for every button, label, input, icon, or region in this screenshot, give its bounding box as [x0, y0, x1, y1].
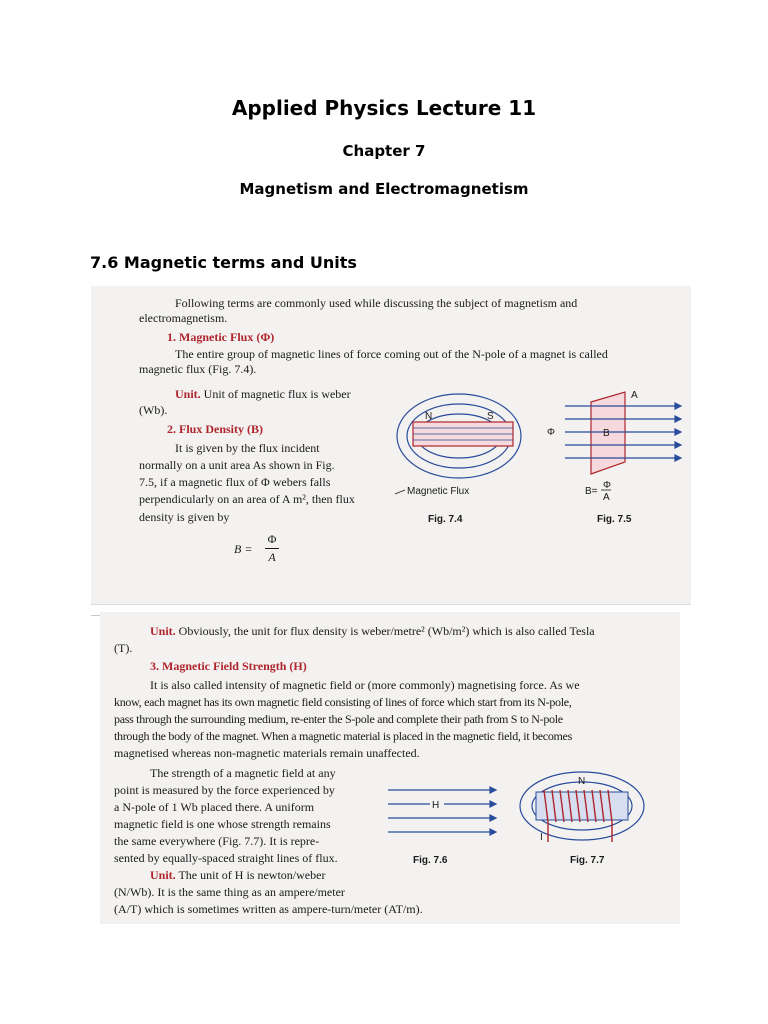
pole-n-label: N: [425, 411, 433, 422]
unit-tesla-line: [150, 624, 595, 639]
unit-label: Unit.: [175, 387, 201, 401]
unit-tesla-line-2: (T).: [114, 641, 133, 655]
formula-bar: [265, 548, 279, 549]
intro-line-1: Following terms are commonly used while discussing the subject of magnetism and: [175, 296, 578, 310]
formula-denominator: A: [268, 550, 276, 564]
fig-7-4-caption: Fig. 7.4: [428, 514, 463, 525]
field-q-5: the same everywhere (Fig. 7.7). It is repre-: [114, 834, 320, 848]
term2-title: 2. Flux Density (B): [167, 422, 263, 436]
page-title: Applied Physics Lecture 11: [231, 96, 537, 120]
area-label: A: [631, 390, 638, 401]
field-q-4: magnetic field is one whose strength remains: [114, 817, 331, 831]
term2-line-1: It is given by the flux incident: [175, 441, 320, 455]
solenoid-n-label: N: [578, 776, 586, 787]
pole-s-label: S: [487, 411, 494, 422]
field-q-6: sented by equally-spaced straight lines of flux.: [114, 851, 338, 865]
fig-7-5-eq-den: A: [603, 492, 610, 503]
fig-7-5-eq-lhs: B=: [585, 486, 598, 497]
unit-label-2: Unit.: [150, 624, 176, 638]
unit1-line: [175, 387, 351, 402]
term3-p-1: It is also called intensity of magnetic field or (more commonly) magnetising force. As we: [150, 678, 580, 692]
term2-line-2: normally on a unit area As shown in Fig.: [139, 458, 335, 472]
unit1-line-2: (Wb).: [139, 403, 168, 417]
phi-label: Φ: [547, 427, 555, 438]
fig-7-4-diagram: [391, 390, 531, 510]
fig-7-6-diagram: [386, 786, 498, 836]
term1-def-1: The entire group of magnetic lines of force coming out of the N-pole of a magnet is called: [175, 347, 608, 361]
field-q-1: The strength of a magnetic field at any: [150, 766, 336, 780]
current-label: I: [540, 832, 543, 843]
magnetic-flux-label: Magnetic Flux: [407, 486, 470, 497]
term2-line-5: density is given by: [139, 510, 230, 524]
field-q-3: a N-pole of 1 Wb placed there. A uniform: [114, 800, 315, 814]
unit-h-line-2: (N/Wb). It is the same thing as an ampere/meter: [114, 885, 345, 899]
unit-h-line-3: (A/T) which is sometimes written as ampere-turn/meter (AT/m).: [114, 902, 423, 916]
section-heading: 7.6 Magnetic terms and Units: [90, 253, 357, 272]
chapter-heading: Chapter 7: [342, 142, 426, 160]
fig-7-7-caption: Fig. 7.7: [570, 855, 605, 866]
term3-p-2: know, each magnet has its own magnetic field consisting of lines of force which start from its N-pole,: [114, 695, 572, 709]
fig-7-5-diagram: [543, 390, 688, 503]
chapter-subtitle: Magnetism and Electromagnetism: [239, 180, 529, 198]
term3-p-4: through the body of the magnet. When a magnetic material is placed in the magnetic field, it becomes: [114, 729, 572, 743]
b-label: B: [603, 428, 610, 439]
unit1-text: Unit of magnetic flux is weber: [203, 387, 351, 401]
fig-7-5-caption: Fig. 7.5: [597, 514, 632, 525]
term1-title: 1. Magnetic Flux (Φ): [167, 330, 275, 344]
term3-p-5: magnetised whereas non-magnetic materials remain unaffected.: [114, 746, 420, 760]
unit-h-text: The unit of H is newton/weber: [178, 868, 326, 882]
scan-image-1: [91, 286, 691, 605]
h-label: H: [432, 800, 440, 811]
solenoid: [536, 792, 628, 820]
formula-lhs: B =: [234, 542, 253, 556]
intro-line-2: electromagnetism.: [139, 311, 228, 325]
term1-def-2: magnetic flux (Fig. 7.4).: [139, 362, 257, 376]
fig-7-5-eq-num: Φ: [603, 480, 611, 491]
term3-p-3: pass through the surrounding medium, re-enter the S-pole and complete their path from S to N-pole: [114, 712, 563, 726]
unit-label-3: Unit.: [150, 868, 176, 882]
fig-7-7-diagram: [518, 770, 648, 860]
term2-line-4: perpendicularly on an area of A m², then flux: [139, 492, 355, 506]
term2-line-3: 7.5, if a magnetic flux of Φ webers falls: [139, 475, 331, 489]
formula-numerator: Φ: [267, 532, 277, 546]
unit-h-line: [150, 868, 325, 883]
unit-tesla-text: Obviously, the unit for flux density is weber/metre² (Wb/m²) which is also called Tesla: [178, 624, 595, 638]
scan-image-2: [100, 612, 680, 924]
field-q-2: point is measured by the force experienced by: [114, 783, 335, 797]
fig-7-6-caption: Fig. 7.6: [413, 855, 448, 866]
term3-title: 3. Magnetic Field Strength (H): [150, 659, 307, 673]
